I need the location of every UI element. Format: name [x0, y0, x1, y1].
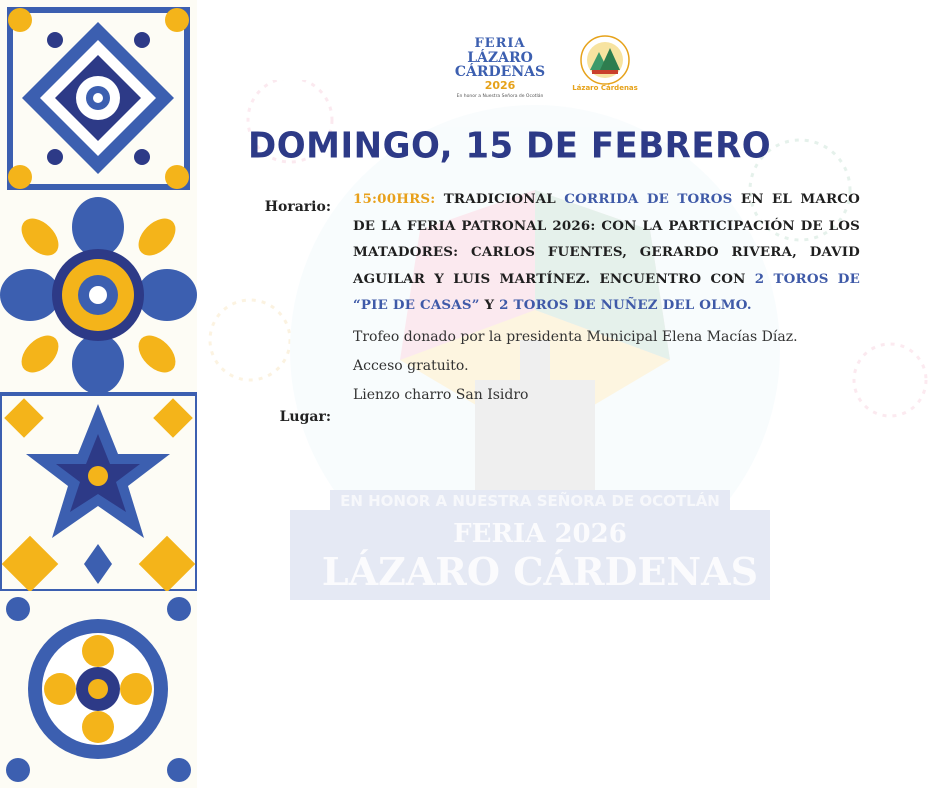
watermark-line1: FERIA 2026	[453, 519, 627, 549]
watermark-line2: LÁZARO CÁRDENAS	[321, 549, 759, 594]
feria-logo-subtitle: En honor a Nuestra Señora de Ocotlán	[456, 94, 544, 99]
header-logos	[440, 30, 640, 100]
event-time: 15:00HRS:	[353, 191, 436, 207]
city-logo-name: Lázaro Cárdenas	[572, 84, 638, 92]
horario-highlight-nunez-del-olmo: 2 TOROS DE NUÑEZ DEL OLMO.	[499, 297, 752, 314]
feria-logo-name: LÁZARO CÁRDENAS	[454, 50, 546, 80]
acceso-text: Acceso gratuito.	[353, 357, 469, 374]
talavera-tile-border	[0, 0, 197, 788]
event-date-title: DOMINGO, 15 DE FEBRERO	[248, 125, 772, 167]
tile-4	[0, 591, 197, 788]
trofeo-text: Trofeo donado por la presidenta Municipal Elena Macías Díaz.	[353, 328, 798, 345]
lugar-value: Lienzo charro San Isidro	[353, 386, 529, 403]
horario-description	[353, 186, 860, 319]
tile-2	[0, 197, 197, 394]
feria-logo-top: FERIA	[474, 36, 526, 51]
horario-highlight-pie-de-casas: 2 TOROS DE “PIE DE CASAS”	[353, 270, 860, 314]
horario-text-2: EN EL MARCO DE LA FERIA PATRONAL 2026: CON LA PARTICIPACIÓN DE LOS MATADORES: CARLOS FUENTES, GERARDO RIVERA, DAVID AGUILAR Y LUIS MARTÍNEZ. ENCUENTRO CON	[353, 191, 861, 287]
lugar-label: Lugar:	[279, 409, 331, 425]
horario-highlight-corrida: CORRIDA DE TOROS	[564, 191, 733, 207]
horario-label: Horario:	[264, 199, 331, 215]
tile-1	[0, 0, 197, 197]
tile-3	[0, 394, 197, 592]
feria-logo-year: 2026	[484, 79, 516, 92]
watermark-banner: EN HONOR A NUESTRA SEÑORA DE OCOTLÁN	[340, 492, 720, 510]
city-logo	[570, 30, 640, 100]
horario-text-3: Y	[479, 297, 500, 314]
event-details	[353, 186, 860, 410]
feria-logo	[440, 36, 560, 99]
horario-text-1: TRADICIONAL	[435, 191, 565, 207]
